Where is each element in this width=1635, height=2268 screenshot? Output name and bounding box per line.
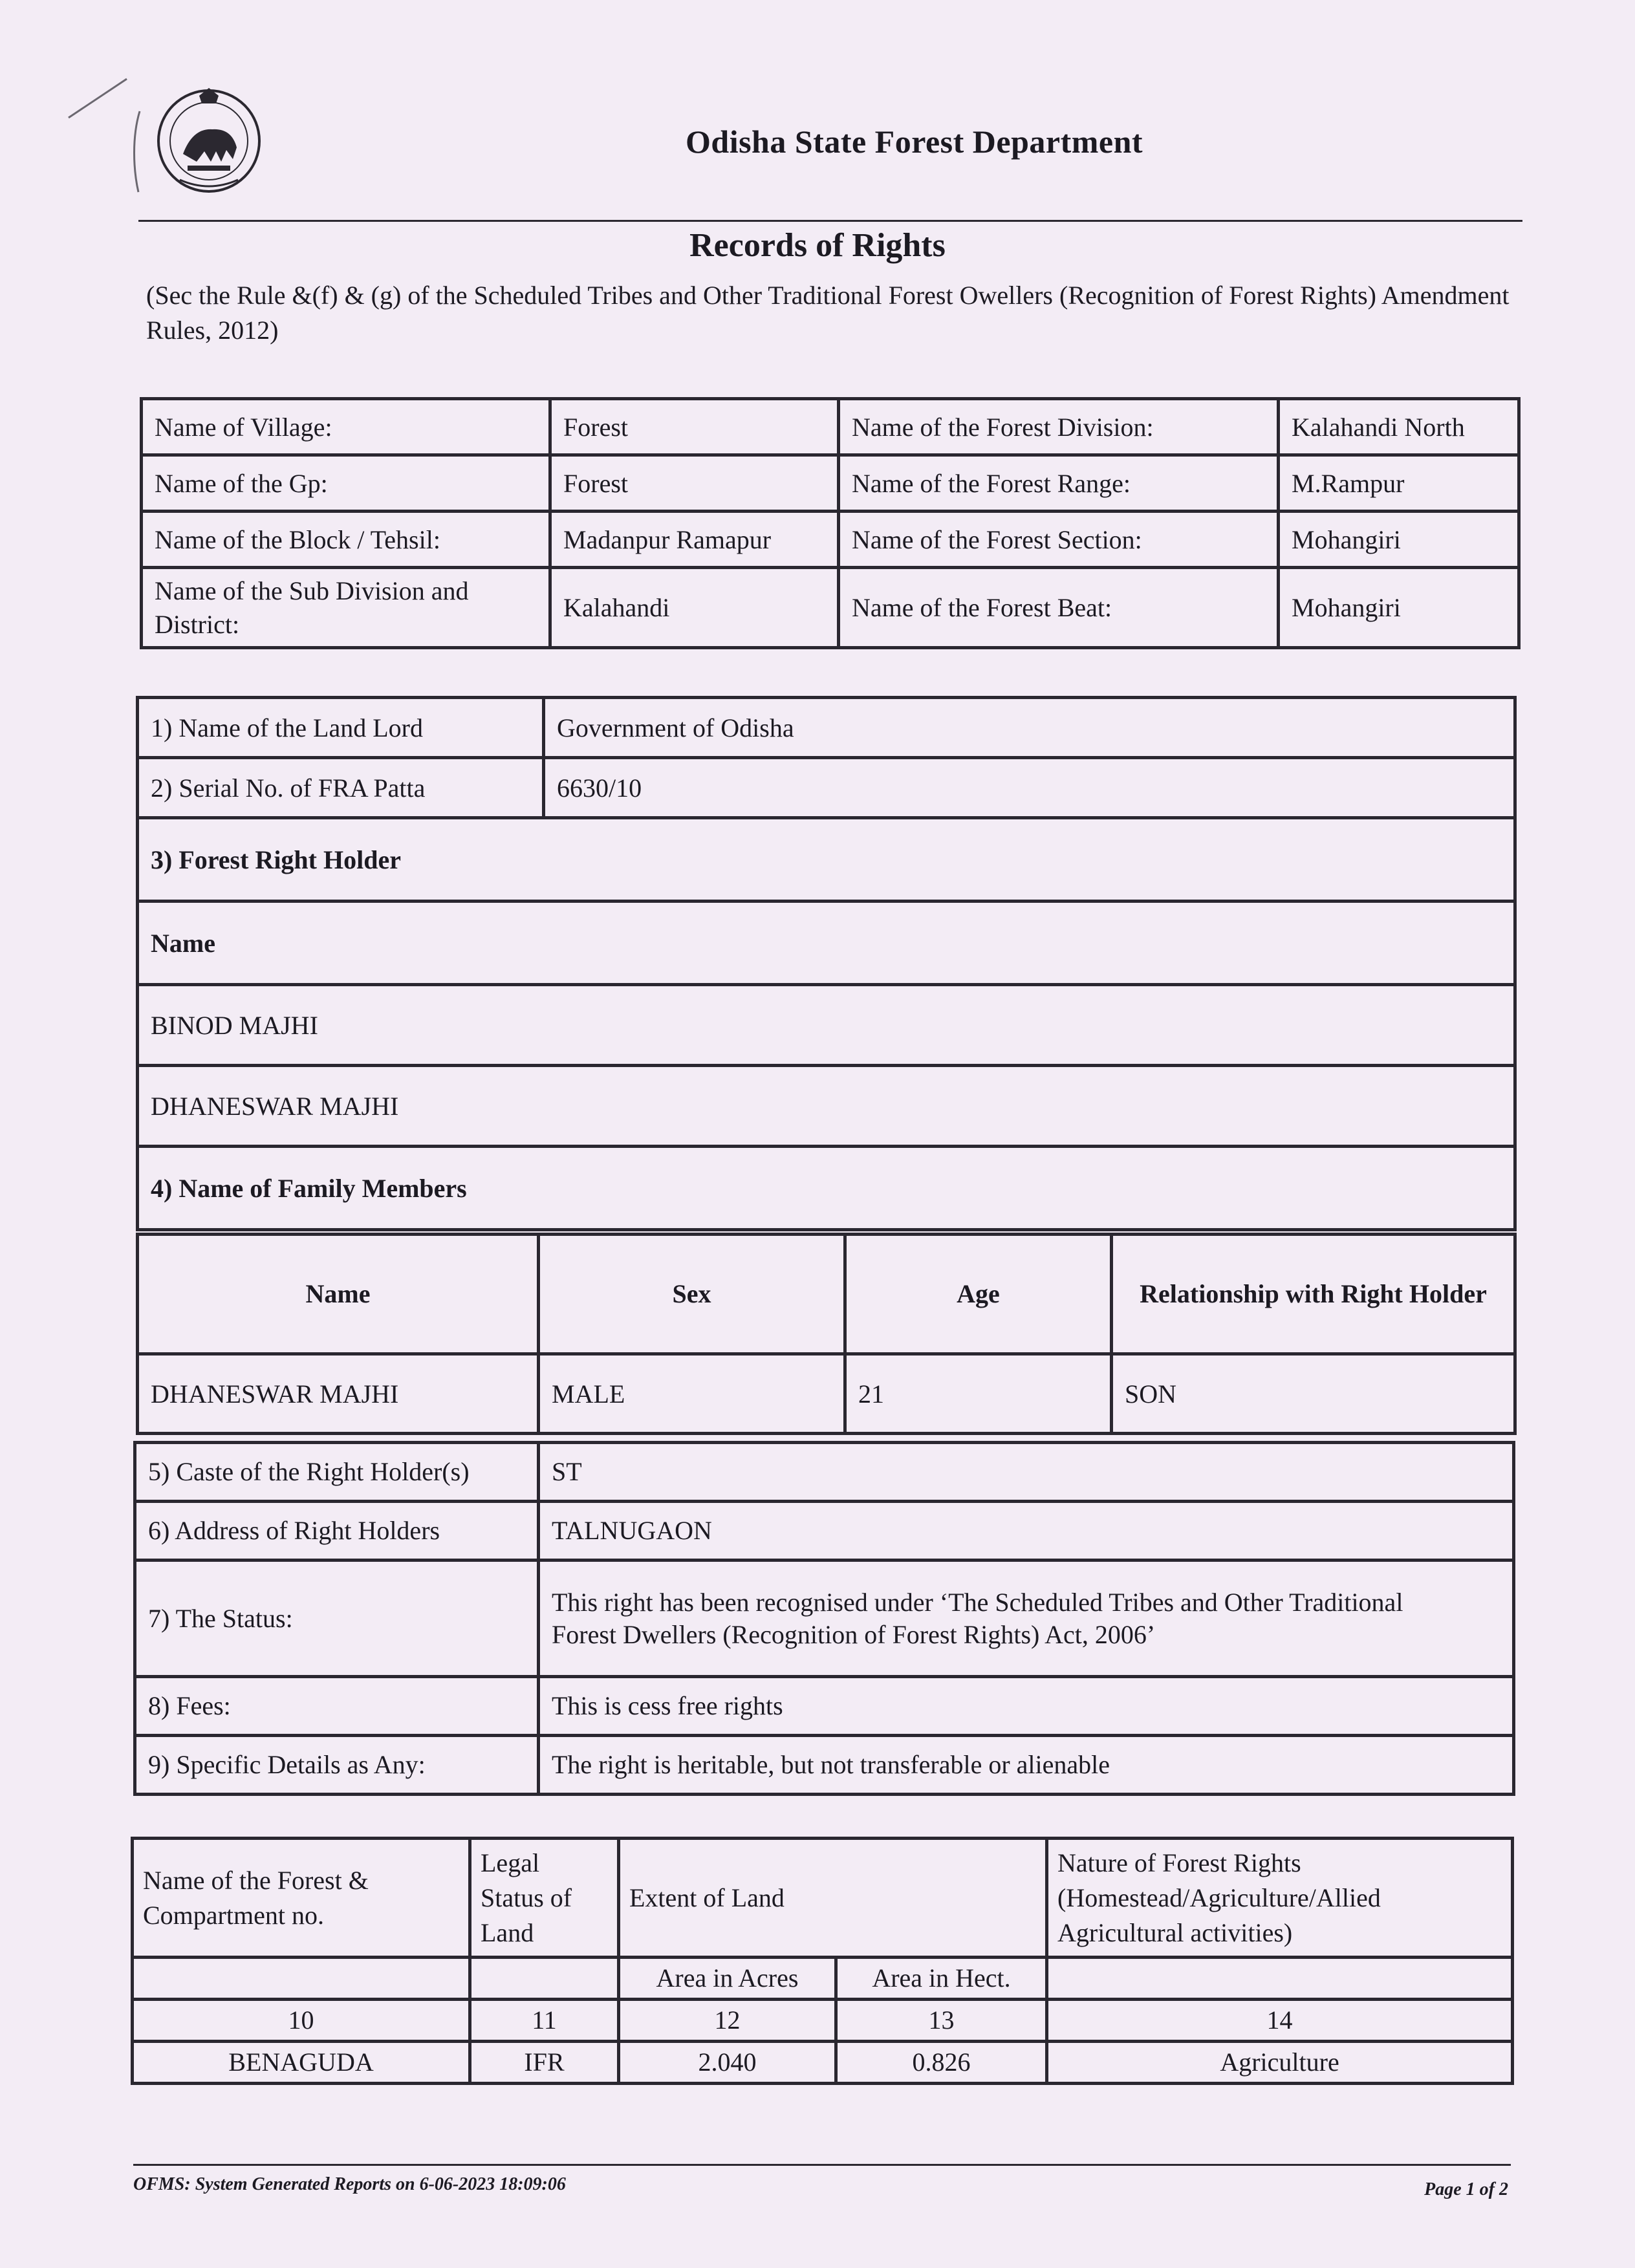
section-label: Name of the Forest Section: [839,512,1279,568]
land-col-nature: Nature of Forest Rights (Homestead/Agriculture/Allied Agricultural activities) [1047,1839,1513,1958]
range-label: Name of the Forest Range: [839,455,1279,512]
table-row [142,455,1519,512]
serial-value: 6630/10 [544,758,1515,818]
land-col-acres: Area in Acres [619,1958,836,2000]
serial-label: 2) Serial No. of FRA Patta [138,758,544,818]
holder-name: DHANESWAR MAJHI [138,1066,1515,1147]
section-value: Mohangiri [1279,512,1519,568]
empty-cell [133,1958,470,2000]
empty-cell [1047,1958,1513,2000]
division-label: Name of the Forest Division: [839,399,1279,455]
subdivision-value: Kalahandi [550,568,839,648]
land-col-extent: Extent of Land [619,1839,1047,1958]
division-value: Kalahandi North [1279,399,1519,455]
col-number: 13 [836,2000,1047,2042]
status-line-2: Forest Dwellers (Recognition of Forest Rights) Act, 2006’ [552,1619,1156,1649]
land-col-hect: Area in Hect. [836,1958,1047,2000]
col-number: 12 [619,2000,836,2042]
generated-timestamp: OFMS: System Generated Reports on 6-06-2023 18:09:06 [133,2174,566,2194]
status-value [539,1561,1514,1677]
table-row [142,399,1519,455]
table-row [133,2042,1513,2084]
land-col-forest: Name of the Forest & Compartment no. [133,1839,470,1958]
department-title: Odisha State Forest Department [686,124,1143,160]
empty-cell [470,1958,619,2000]
caste-label: 5) Caste of the Right Holder(s) [135,1443,539,1502]
details-value: The right is heritable, but not transferable or alienable [539,1736,1514,1795]
col-number: 10 [133,2000,470,2042]
table-row [138,758,1515,818]
document-title: Records of Rights [689,227,946,264]
table-row [135,1443,1514,1502]
land-forest-value: BENAGUDA [133,2042,470,2084]
land-hect-value: 0.826 [836,2042,1047,2084]
member-relationship: SON [1112,1354,1515,1434]
holder-name: BINOD MAJHI [138,985,1515,1066]
holder-heading: 3) Forest Right Holder [138,818,1515,902]
status-label: 7) The Status: [135,1561,539,1677]
location-table [140,397,1521,649]
land-col-legal: Legal Status of Land [470,1839,619,1958]
family-members-table [136,1233,1517,1435]
member-sex: MALE [539,1354,845,1434]
name-heading: Name [138,902,1515,985]
address-value: TALNUGAON [539,1502,1514,1561]
table-header-row [138,1235,1515,1354]
family-col-relationship: Relationship with Right Holder [1112,1235,1515,1354]
member-name: DHANESWAR MAJHI [138,1354,539,1434]
block-label: Name of the Block / Tehsil: [142,512,550,568]
status-line-1: This right has been recognised under ‘The Scheduled Tribes and Other Traditional [552,1587,1403,1617]
subdivision-label: Name of the Sub Division and District: [142,568,550,648]
landlord-value: Government of Odisha [544,698,1515,758]
fees-label: 8) Fees: [135,1677,539,1736]
member-age: 21 [845,1354,1112,1434]
page-number: Page 1 of 2 [1424,2179,1508,2199]
land-nature-value: Agriculture [1047,2042,1513,2084]
table-row [138,1147,1515,1230]
table-row [138,818,1515,902]
fees-value: This is cess free rights [539,1677,1514,1736]
beat-value: Mohangiri [1279,568,1519,648]
col-number: 14 [1047,2000,1513,2042]
table-row [135,1502,1514,1561]
odisha-emblem-icon [154,83,264,199]
family-heading: 4) Name of Family Members [138,1147,1515,1230]
table-row [138,698,1515,758]
range-value: M.Rampur [1279,455,1519,512]
pencil-mark [62,72,159,195]
gp-value: Forest [550,455,839,512]
details-label: 9) Specific Details as Any: [135,1736,539,1795]
block-value: Madanpur Ramapur [550,512,839,568]
table-row [142,568,1519,648]
footer-divider [133,2164,1511,2166]
family-col-age: Age [845,1235,1112,1354]
table-row [138,1354,1515,1434]
table-header-row [133,1839,1513,1958]
list-item [138,1066,1515,1147]
caste-value: ST [539,1443,1514,1502]
land-legal-value: IFR [470,2042,619,2084]
document-subtitle: (Sec the Rule &(f) & (g) of the Scheduled Tribes and Other Traditional Forest Owellers (Recognition of Forest Rights) Amendment Rules, 2012) [146,281,1510,345]
family-col-sex: Sex [539,1235,845,1354]
table-row [138,902,1515,985]
land-acres-value: 2.040 [619,2042,836,2084]
table-row [135,1736,1514,1795]
village-value: Forest [550,399,839,455]
land-details-table [131,1837,1514,2085]
list-item [138,985,1515,1066]
rights-details-table [133,1441,1515,1796]
col-number: 11 [470,2000,619,2042]
village-label: Name of Village: [142,399,550,455]
table-row [135,1561,1514,1677]
address-label: 6) Address of Right Holders [135,1502,539,1561]
header-divider [138,220,1522,222]
beat-label: Name of the Forest Beat: [839,568,1279,648]
family-col-name: Name [138,1235,539,1354]
gp-label: Name of the Gp: [142,455,550,512]
landlord-label: 1) Name of the Land Lord [138,698,544,758]
table-row [135,1677,1514,1736]
right-holder-table [136,696,1517,1231]
table-row [142,512,1519,568]
table-subheader-row [133,1958,1513,2000]
table-number-row [133,2000,1513,2042]
